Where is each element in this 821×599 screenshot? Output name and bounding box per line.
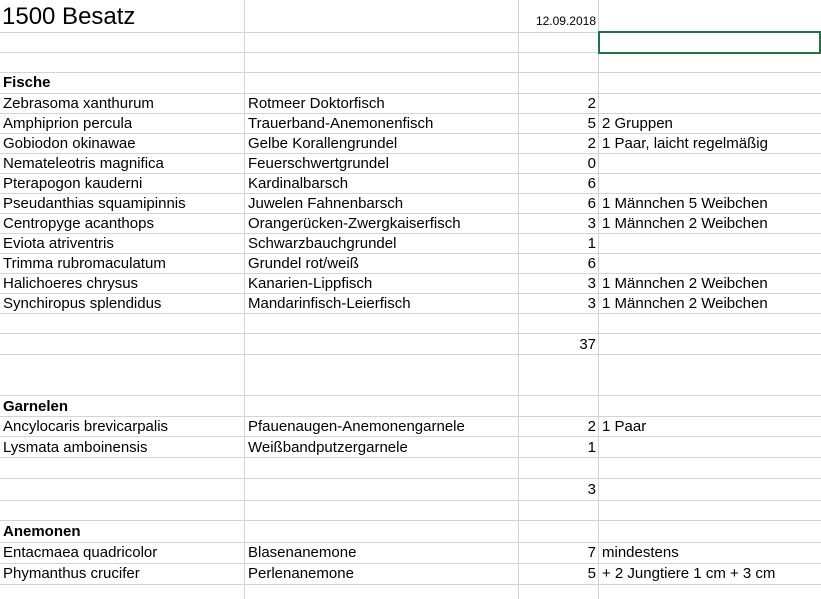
count-cell[interactable]: 3 xyxy=(587,295,596,312)
row-divider xyxy=(0,584,821,585)
note-cell[interactable]: 2 Gruppen xyxy=(602,115,673,132)
german-name-cell[interactable]: Rotmeer Doktorfisch xyxy=(248,95,385,112)
count-cell[interactable]: 2 xyxy=(587,418,596,435)
garnelen-total-cell[interactable]: 3 xyxy=(587,481,596,498)
latin-name-cell[interactable]: Ancylocaris brevicarpalis xyxy=(3,418,169,435)
row-divider xyxy=(0,395,821,396)
german-name-cell[interactable]: Pfauenaugen-Anemonengarnele xyxy=(248,418,465,435)
latin-name-cell[interactable]: Centropyge acanthops xyxy=(3,215,154,232)
count-cell[interactable]: 3 xyxy=(587,215,596,232)
latin-name-cell[interactable]: Eviota atriventris xyxy=(3,235,114,252)
sheet-title[interactable]: 1500 Besatz xyxy=(2,3,136,30)
note-cell[interactable]: 1 Männchen 2 Weibchen xyxy=(602,215,768,232)
selected-cell[interactable] xyxy=(598,31,821,54)
german-name-cell[interactable]: Feuerschwertgrundel xyxy=(248,155,389,172)
german-name-cell[interactable]: Trauerband-Anemonenfisch xyxy=(248,115,434,132)
latin-name-cell[interactable]: Amphiprion percula xyxy=(3,115,133,132)
section-header-fische[interactable]: Fische xyxy=(3,74,51,91)
german-name-cell[interactable]: Juwelen Fahnenbarsch xyxy=(248,195,404,212)
german-name-cell[interactable]: Blasenanemone xyxy=(248,544,357,561)
count-cell[interactable]: 0 xyxy=(587,155,596,172)
count-cell[interactable]: 6 xyxy=(587,195,596,212)
german-name-cell[interactable]: Schwarzbauchgrundel xyxy=(248,235,397,252)
german-name-cell[interactable]: Perlenanemone xyxy=(248,565,354,582)
german-name-cell[interactable]: Gelbe Korallengrundel xyxy=(248,135,398,152)
count-cell[interactable]: 5 xyxy=(587,115,596,132)
count-cell[interactable]: 2 xyxy=(587,135,596,152)
latin-name-cell[interactable]: Phymanthus crucifer xyxy=(3,565,140,582)
count-cell[interactable]: 1 xyxy=(587,235,596,252)
latin-name-cell[interactable]: Pterapogon kauderni xyxy=(3,175,143,192)
column-divider xyxy=(518,0,519,599)
note-cell[interactable]: 1 Männchen 5 Weibchen xyxy=(602,195,768,212)
fische-total-cell[interactable]: 37 xyxy=(579,336,596,353)
latin-name-cell[interactable]: Nemateleotris magnifica xyxy=(3,155,164,172)
note-cell[interactable]: mindestens xyxy=(602,544,679,561)
date-cell[interactable]: 12.09.2018 xyxy=(535,14,596,28)
latin-name-cell[interactable]: Zebrasoma xanthurum xyxy=(3,95,154,112)
note-cell[interactable]: 1 Paar, laicht regelmäßig xyxy=(602,135,768,152)
row-divider xyxy=(0,354,821,355)
row-divider xyxy=(0,520,821,521)
latin-name-cell[interactable]: Halichoeres chrysus xyxy=(3,275,139,292)
section-header-garnelen[interactable]: Garnelen xyxy=(3,398,69,415)
column-divider xyxy=(244,0,245,599)
latin-name-cell[interactable]: Gobiodon okinawae xyxy=(3,135,136,152)
count-cell[interactable]: 5 xyxy=(587,565,596,582)
german-name-cell[interactable]: Kardinalbarsch xyxy=(248,175,349,192)
row-divider xyxy=(0,500,821,501)
latin-name-cell[interactable]: Trimma rubromaculatum xyxy=(3,255,166,272)
count-cell[interactable]: 3 xyxy=(587,275,596,292)
section-header-anemonen[interactable]: Anemonen xyxy=(3,523,81,540)
german-name-cell[interactable]: Mandarinfisch-Leierfisch xyxy=(248,295,411,312)
row-divider xyxy=(0,478,821,479)
count-cell[interactable]: 6 xyxy=(587,255,596,272)
count-cell[interactable]: 2 xyxy=(587,95,596,112)
row-divider xyxy=(0,72,821,73)
note-cell[interactable]: + 2 Jungtiere 1 cm + 3 cm xyxy=(602,565,776,582)
german-name-cell[interactable]: Kanarien-Lippfisch xyxy=(248,275,373,292)
count-cell[interactable]: 1 xyxy=(587,439,596,456)
german-name-cell[interactable]: Orangerücken-Zwergkaiserfisch xyxy=(248,215,461,232)
count-cell[interactable]: 7 xyxy=(587,544,596,561)
column-divider xyxy=(598,0,599,599)
german-name-cell[interactable]: Weißbandputzergarnele xyxy=(248,439,408,456)
note-cell[interactable]: 1 Paar xyxy=(602,418,647,435)
german-name-cell[interactable]: Grundel rot/weiß xyxy=(248,255,359,272)
latin-name-cell[interactable]: Pseudanthias squamipinnis xyxy=(3,195,186,212)
latin-name-cell[interactable]: Synchiropus splendidus xyxy=(3,295,162,312)
count-cell[interactable]: 6 xyxy=(587,175,596,192)
latin-name-cell[interactable]: Entacmaea quadricolor xyxy=(3,544,158,561)
row-divider xyxy=(0,333,821,334)
latin-name-cell[interactable]: Lysmata amboinensis xyxy=(3,439,148,456)
note-cell[interactable]: 1 Männchen 2 Weibchen xyxy=(602,275,768,292)
note-cell[interactable]: 1 Männchen 2 Weibchen xyxy=(602,295,768,312)
